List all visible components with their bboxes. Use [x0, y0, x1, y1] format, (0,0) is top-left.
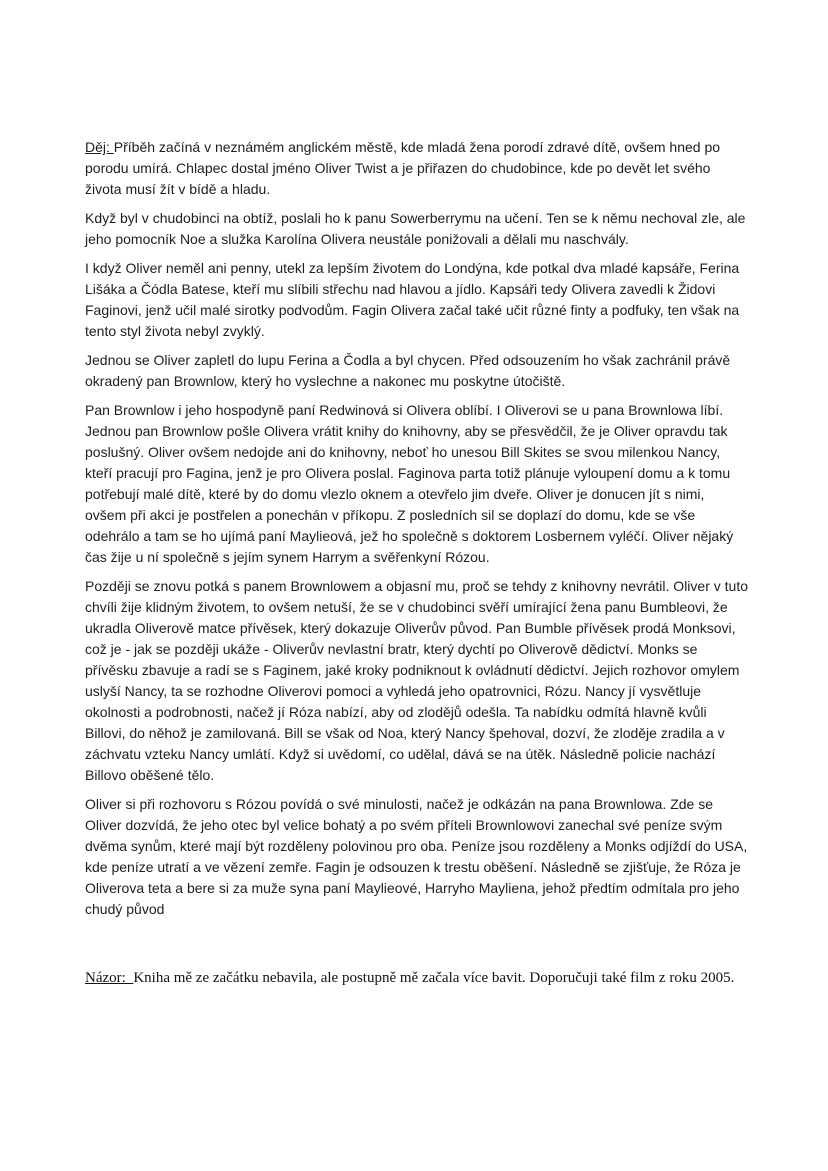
paragraph-text: Když byl v chudobinci na obtíž, poslali ho k panu Sowerberrymu na učení. Ten se k němu nechoval zle, ale jeho pomocník Noe a služka Karolína Olivera neustále ponižovali a dělali mu naschvály. — [85, 210, 746, 247]
paragraph-text: Pan Brownlow i jeho hospodyně paní Redwinová si Olivera oblíbí. I Oliverovi se u pana Brownlowa líbí. — [85, 402, 724, 418]
plot-paragraph-3 — [85, 258, 748, 342]
paragraph-text: Později se znovu potká s panem Brownlowem a objasní mu, proč se tehdy z knihovny nevrátil. Oliver v tuto chvíli žije klidným životem, to ovšem netuší, že se v chudobinci svěří umírající žena panu Bumbleovi, že ukradla Oliverově matce přívěsek, který dokazuje Oliverův původ. Pan Bumble přívěsek prodá Monksovi, což je - jak se později ukáže - Oliverův nevlastní bratr, který dychtí po Oliverově dědictví. Monks se přívěsku zbavuje a radí se s Faginem, jaké kroky podniknout k ovládnutí dědictví. Jejich rozhovor omylem uslyší Nancy, ta se rozhodne Oliverovi pomoci a vyhledá jeho opatrovnici, Rózu. Nancy jí vysvětluje okolnosti a podrobnosti, načež jí Róza nabízí, aby od zlodějů odešla. Ta nabídku odmítá hlavně kvůli Billovi, do něhož je zamilovaná. Bill se však od Noa, který Nancy špehoval, dozví, že zloděje zradila a v záchvatu vzteku Nancy umlátí. Když si uvědomí, co udělal, dává se na útěk. Následně policie nachází Billovo oběšené tělo. — [85, 578, 748, 783]
plot-paragraph-7 — [85, 576, 748, 786]
plot-paragraph-8 — [85, 794, 748, 920]
paragraph-text: I když Oliver neměl ani penny, utekl za lepším životem do Londýna, kde potkal dva mladé kapsáře, Ferina Lišáka a Čódla Batese, kteří mu slíbili střechu nad hlavou a jídlo. Kapsáři tedy Olivera zavedli k Židovi Faginovi, jenž učil malé sirotky podvodům. Fagin Olivera začal také učit různé finty a podfuky, ten však na tento styl života nebyl zvyklý. — [85, 260, 740, 339]
plot-paragraph-4 — [85, 350, 748, 392]
plot-intro-text: Příběh začíná v neznámém anglickém městě, kde mladá žena porodí zdravé dítě, ovšem hned po porodu umírá. Chlapec dostal jméno Oliver Twist a je přiřazen do chudobince, kde po devět let svého života musí žít v bídě a hladu. — [85, 139, 721, 197]
plot-section-label: Děj: — [85, 139, 114, 155]
plot-paragraph-1 — [85, 137, 748, 200]
plot-paragraph-2 — [85, 208, 748, 250]
paragraph-text: Oliver si při rozhovoru s Rózou povídá o své minulosti, načež je odkázán na pana Brownlowa. Zde se Oliver dozvídá, že jeho otec byl velice bohatý a po svém příteli Brownlowovi zanechal své peníze svým dvěma synům, které mají být rozděleny polovinou pro oba. Peníze jsou rozděleny a Monks odjíždí do USA, kde peníze utratí a ve vězení zemře. Fagin je odsouzen k trestu oběšení. Následně se zjišťuje, že Róza je Oliverova teta a bere si za muže syna paní Maylieové, Harryho Mayliena, jehož předtím odmítala pro jeho chudý původ — [85, 796, 748, 917]
opinion-section-label: Názor: — [85, 970, 134, 986]
plot-paragraph-6 — [85, 421, 748, 568]
paragraph-text: Jednou se Oliver zapletl do lupu Ferina a Čodla a byl chycen. Před odsouzením ho však zachránil právě okradený pan Brownlow, který ho vyslechne a nakonec mu poskytne útočiště. — [85, 352, 731, 389]
opinion-text: Kniha mě ze začátku nebavila, ale postupně mě začala více bavit. Doporučuji také film z roku 2005. — [133, 970, 735, 986]
opinion-paragraph — [85, 968, 765, 989]
paragraph-text: Jednou pan Brownlow pošle Olivera vrátit knihy do knihovny, aby se přesvědčil, že je Oliver opravdu tak poslušný. Oliver ovšem nedojde ani do knihovny, neboť ho unesou Bill Skites se svou milenkou Nancy, kteří pracují pro Fagina, jenž je pro Olivera poslal. Faginova parta totiž plánuje vyloupení domu a k tomu potřebují malé dítě, které by do domu vlezlo oknem a otevřelo jim dveře. Oliver je donucen jít s nimi, ovšem při akci je postřelen a ponechán v příkopu. Z posledních sil se doplazí do domu, kde se vše odehrálo a tam se ho ujímá paní Maylieová, jež ho společně s doktorem Losbernem vyléčí. Oliver nějaký čas žije u ní společně s jejím synem Harrym a svěřenkyní Rózou. — [85, 423, 734, 565]
plot-paragraph-5 — [85, 400, 748, 421]
document-text-block — [85, 137, 748, 989]
